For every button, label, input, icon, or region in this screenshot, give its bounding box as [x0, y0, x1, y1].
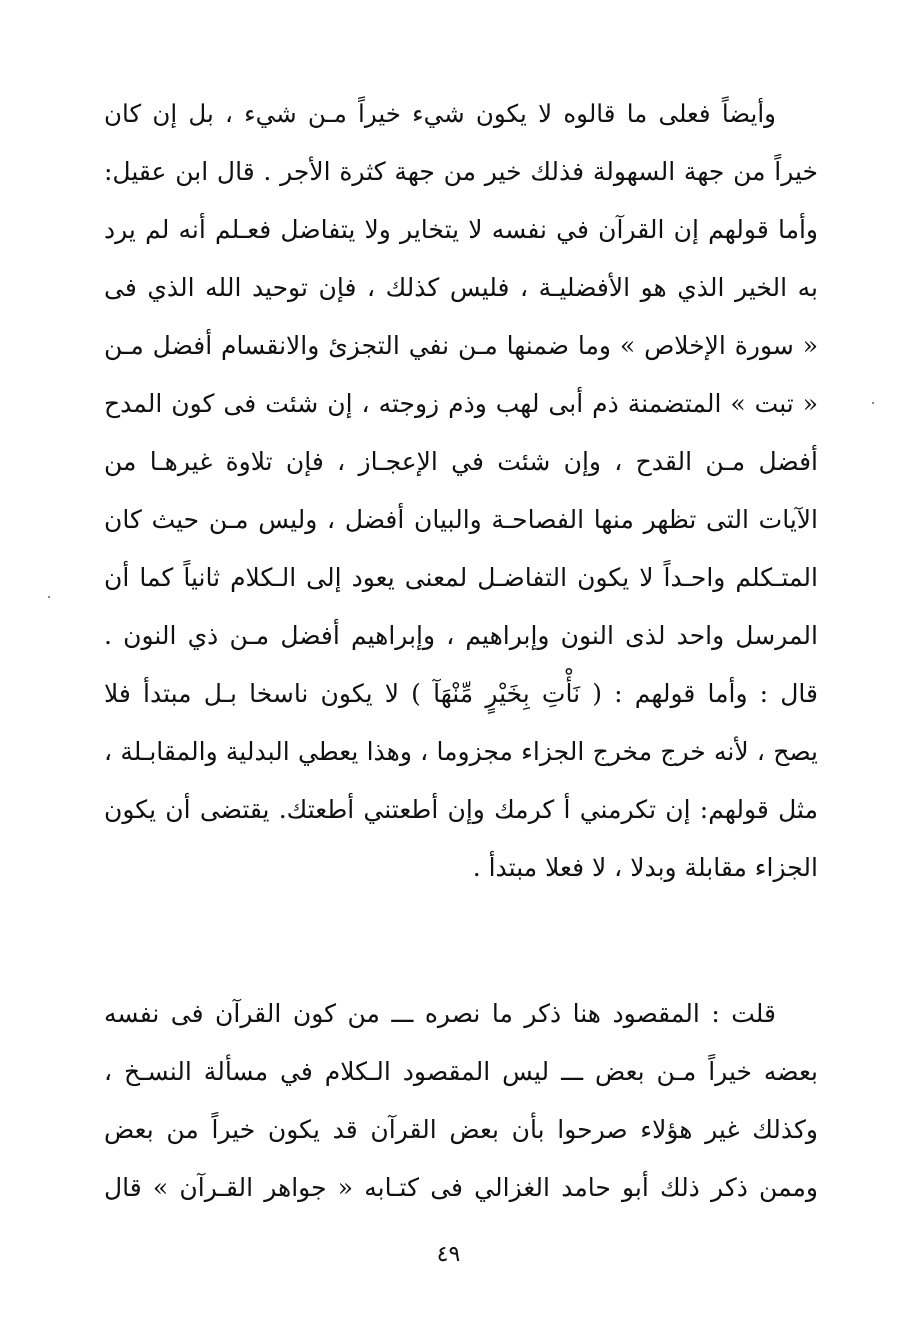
text-line: الجزاء مقابلة وبدلا ، لا فعلا مبتدأ . — [472, 853, 818, 882]
text-line: قلت : المقصود هنا ذكر ما نصره ـــ من كون القرآن فى نفسه — [104, 999, 776, 1028]
text-line: بعضه خيراً مـن بعض ـــ ليس المقصود الـكلام في مسألة النسـخ ، — [104, 1057, 818, 1086]
text-line: وممن ذكر ذلك أبو حامد الغزالي فى كتـابه « جواهر القـرآن » قال — [104, 1173, 818, 1202]
text-line: يصح ، لأنه خرج مخرج الجزاء مجزوما ، وهذا يعطي البدلية والمقابـلة ، — [104, 737, 818, 766]
text-line: وأما قولهم إن القرآن في نفسه لا يتخاير ولا يتفاضل فعـلم أنه لم يرد — [104, 215, 818, 244]
paragraph-2 — [104, 985, 818, 1217]
text-line: المتـكلم واحـداً لا يكون التفاضـل لمعنى يعود إلى الـكلام ثانياً كما أن — [104, 563, 818, 592]
text-line: خيراً من جهة السهولة فذلك خير من جهة كثرة الأجر . قال ابن عقيل: — [104, 157, 818, 186]
text-line: مثل قولهم: إن تكرمني أ كرمك وإن أطعتني أطعتك. يقتضى أن يكون — [104, 795, 818, 824]
scan-speck — [48, 596, 50, 598]
text-line: « سورة الإخلاص » وما ضمنها مـن نفي التجزئ والانقسام أفضل مـن — [104, 331, 818, 360]
text-line: قال : وأما قولهم : ( نَأْتِ بِخَيْرٍ مِّنْهَآ ) لا يكون ناسخا بـل مبتدأ فلا — [104, 679, 818, 708]
text-line: « تبت » المتضمنة ذم أبى لهب وذم زوجته ، إن شئت فى كون المدح — [104, 389, 818, 418]
text-line: به الخير الذي هو الأفضليـة ، فليس كذلك ، فإن توحيد الله الذي فى — [104, 273, 818, 302]
page-number: ٤٩ — [436, 1242, 461, 1267]
scan-speck — [872, 402, 874, 404]
text-line: أفضل مـن القدح ، وإن شئت في الإعجـاز ، فإن تلاوة غيرهـا من — [104, 447, 818, 476]
text-line: وأيضاً فعلى ما قالوه لا يكون شيء خيراً مـن شيء ، بل إن كان — [104, 99, 776, 128]
text-line: وكذلك غير هؤلاء صرحوا بأن بعض القرآن قد يكون خيراً من بعض — [104, 1115, 818, 1144]
text-line: المرسل واحد لذى النون وإبراهيم ، وإبراهيم أفضل مـن ذي النون . — [104, 621, 818, 650]
paragraph-1 — [104, 85, 818, 897]
text-line: الآيات التى تظهر منها الفصاحـة والبيان أفضل ، وليس مـن حيث كان — [104, 505, 818, 534]
